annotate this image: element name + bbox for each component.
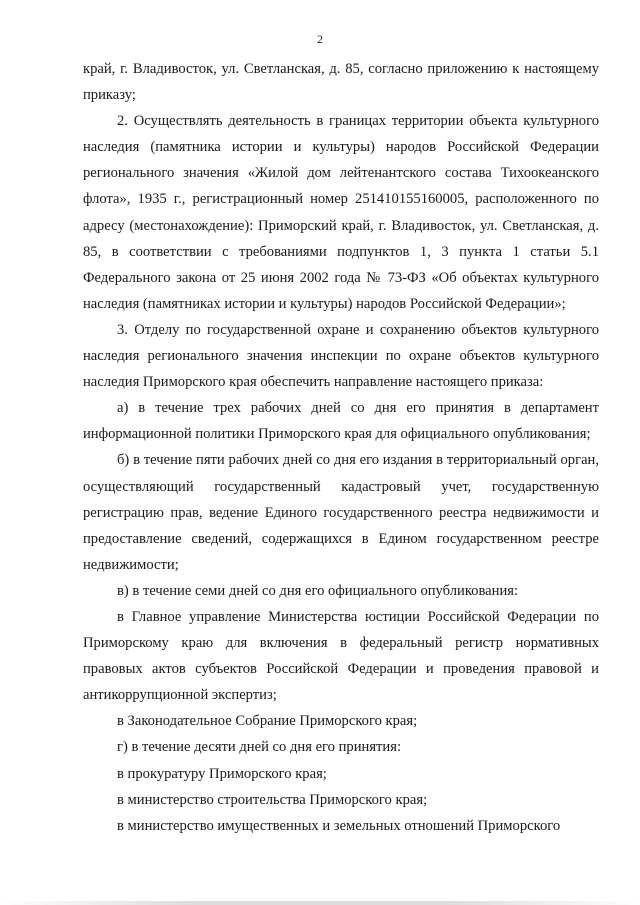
paragraph: г) в течение десяти дней со дня его принятия: [117, 739, 402, 756]
paragraph: а) в течение трех рабочих дней со дня его принятия в департамент информационной политики Приморского края для официального опубликования; [83, 400, 599, 443]
paragraph: в Законодательное Собрание Приморского края; [117, 713, 418, 730]
paragraph: 2. Осуществлять деятельность в границах территории объекта культурного наследия (памятника истории и культуры) народов Российской Федерации регионального значения «Жилой дом лейтенантского состава Тихоокеанского флота», 1935 г., регистрационный номер 251410155160005, расположенного по адресу (местонахождение): Приморский край, г. Владивосток, ул. Светланская, д. 85, в соответствии с требованиями подпунктов 1, 3 пункта 1 статьи 5.1 Федерального закона от 25 июня 2002 года № 73-ФЗ «Об объектах культурного наследия (памятниках истории и культуры) народов Российской Федерации»; [83, 113, 599, 312]
paragraph: в министерство имущественных и земельных отношений Приморского [117, 817, 561, 834]
document-body [83, 56, 599, 839]
paragraph: б) в течение пяти рабочих дней со дня его издания в территориальный орган, осуществляющий государственный кадастровый учет, государственную регистрацию прав, ведение Единого государственного реестра недвижимости и предоставление сведений, содержащихся в Едином государственном реестре недвижимости; [83, 452, 599, 573]
scan-edge-artifact [0, 901, 640, 905]
paragraph: в) в течение семи дней со дня его официального опубликования: [117, 582, 519, 599]
page-number: 2 [317, 32, 323, 46]
paragraph: 3. Отделу по государственной охране и сохранению объектов культурного наследия регионального значения инспекции по охране объектов культурного наследия Приморского края обеспечить направление настоящего приказа: [83, 321, 599, 391]
paragraph: в прокуратуру Приморского края; [117, 765, 327, 782]
paragraph: край, г. Владивосток, ул. Светланская, д. 85, согласно приложению к настоящему приказу; [83, 61, 599, 104]
paragraph: в министерство строительства Приморского края; [117, 791, 428, 808]
paragraph: в Главное управление Министерства юстиции Российской Федерации по Приморскому краю для включения в федеральный регистр нормативных правовых актов субъектов Российской Федерации и проведения правовой и антикоррупционной экспертиз; [83, 608, 599, 704]
